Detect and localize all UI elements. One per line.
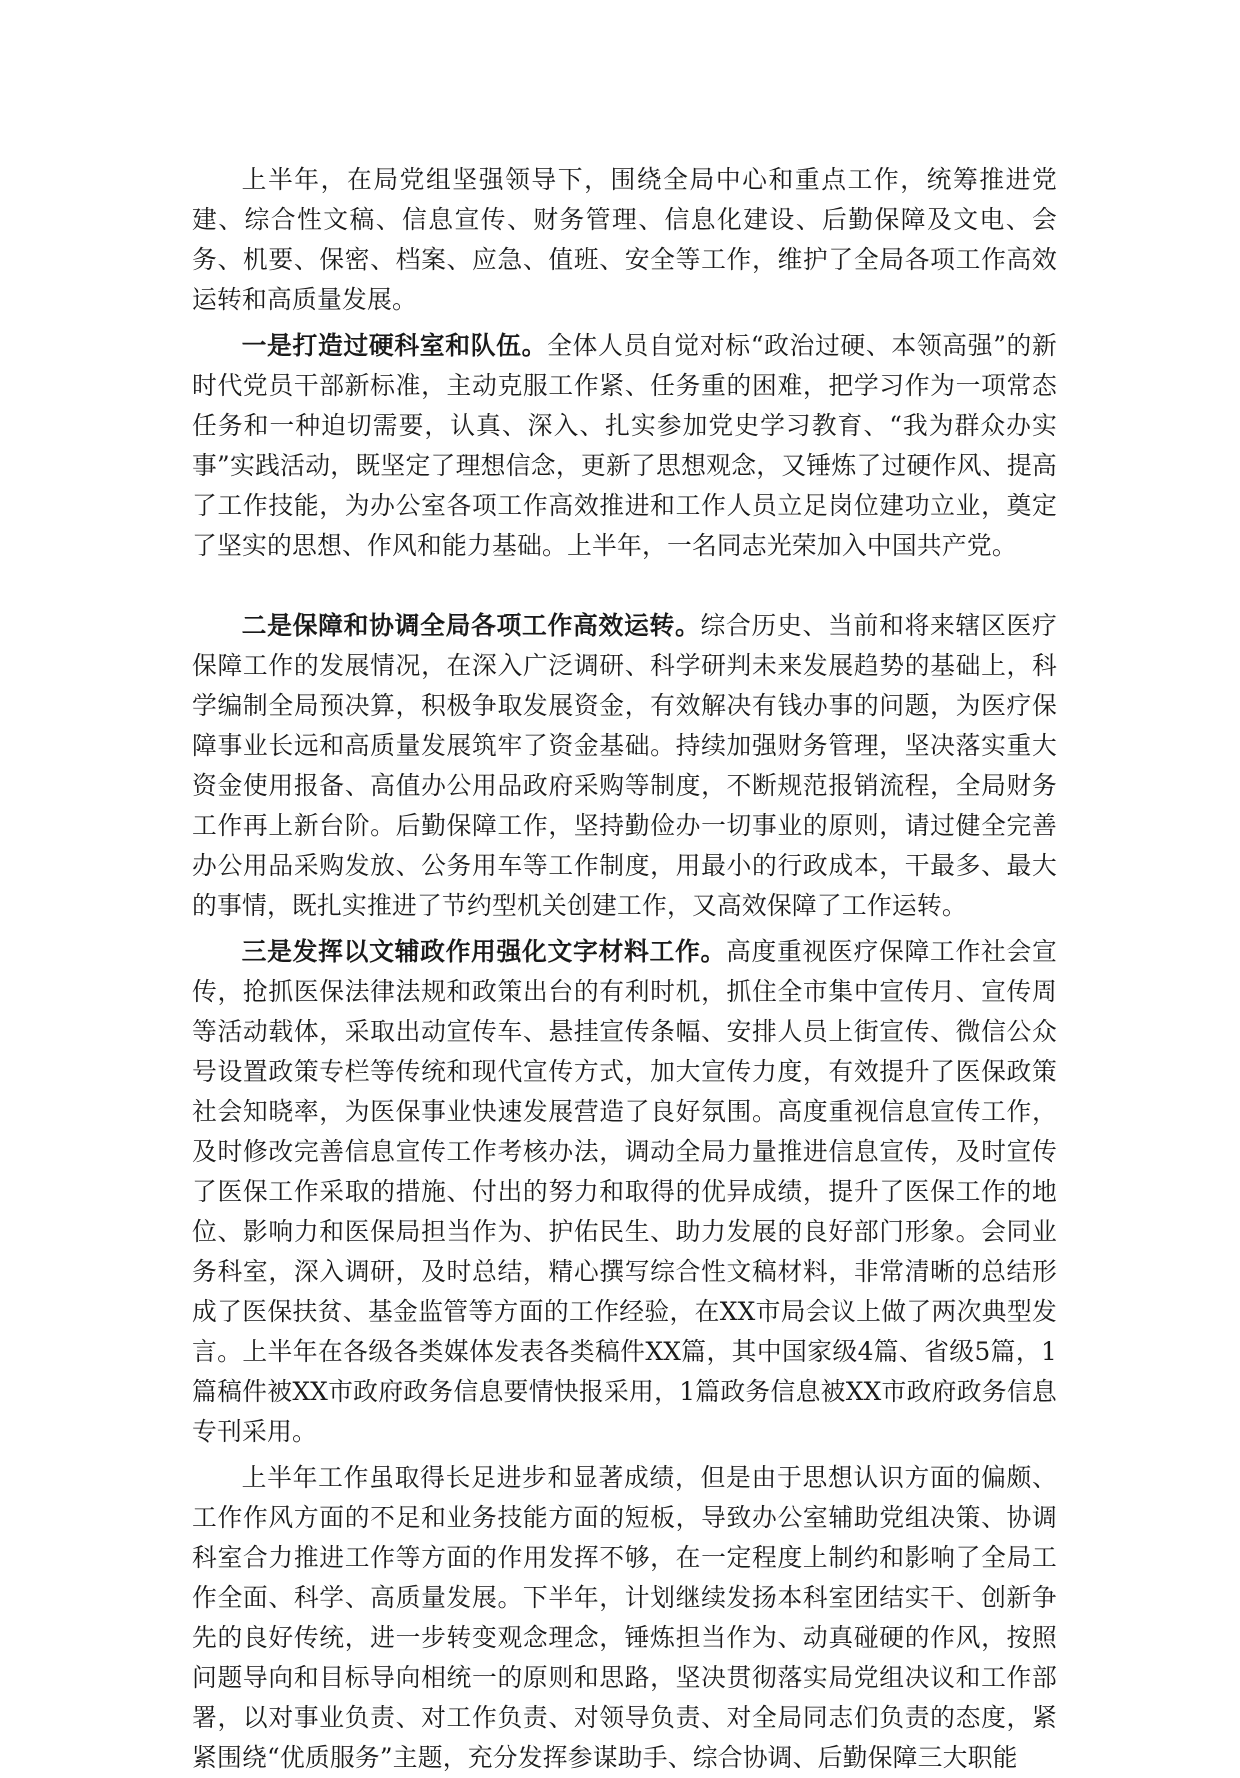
paragraph-team-building bbox=[192, 326, 1057, 566]
paragraph-text: 综合历史、当前和将来辖区医疗保障工作的发展情况，在深入广泛调研、科学研判未来发展趋势的基础上，科学编制全局预决算，积极争取发展资金，有效解决有钱办事的问题，为医疗保障事业长远和高质量发展筑牢了资金基础。持续加强财务管理，坚决落实重大资金使用报备、高值办公用品政府采购等制度，不断规范报销流程，全局财务工作再上新台阶。后勤保障工作，坚持勤俭办一切事业的原则，请过健全完善办公用品采购发放、公务用车等工作制度，用最小的行政成本，干最多、最大的事情，既扎实推进了节约型机关创建工作，又高效保障了工作运转。 bbox=[192, 611, 1057, 920]
paragraph-text: 上半年工作虽取得长足进步和显著成绩，但是由于思想认识方面的偏颇、工作作风方面的不足和业务技能方面的短板，导致办公室辅助党组决策、协调科室合力推进工作等方面的作用发挥不够，在一定程度上制约和影响了全局工作全面、科学、高质量发展。下半年，计划继续发扬本科室团结实干、创新争先的良好传统，进一步转变观念理念，锤炼担当作为、动真碰硬的作风，按照问题导向和目标导向相统一的原则和思路，坚决贯彻落实局党组决议和工作部署，以对事业负责、对工作负责、对领导负责、对全局同志们负责的态度，紧紧围绕“优质服务”主题，充分发挥参谋助手、综合协调、后勤保障三大职能 bbox=[192, 1463, 1057, 1772]
paragraph-intro bbox=[192, 160, 1057, 320]
document-page bbox=[192, 160, 1057, 1778]
paragraph-summary-plan bbox=[192, 1458, 1057, 1778]
paragraph-coordination bbox=[192, 606, 1057, 926]
paragraph-lead: 二是保障和协调全局各项工作高效运转。 bbox=[241, 611, 701, 640]
paragraph-text: 全体人员自觉对标“政治过硬、本领高强”的新时代党员干部新标准，主动克服工作紧、任务重的困难，把学习作为一项常态任务和一种迫切需要，认真、深入、扎实参加党史学习教育、“我为群众办实事”实践活动，既坚定了理想信念，更新了思想观念，又锤炼了过硬作风、提高了工作技能，为办公室各项工作高效推进和工作人员立足岗位建功立业，奠定了坚实的思想、作风和能力基础。上半年，一名同志光荣加入中国共产党。 bbox=[192, 331, 1057, 560]
paragraph-writing-work bbox=[192, 932, 1057, 1452]
paragraph-text: 高度重视医疗保障工作社会宣传，抢抓医保法律法规和政策出台的有利时机，抓住全市集中宣传月、宣传周等活动载体，采取出动宣传车、悬挂宣传条幅、安排人员上街宣传、微信公众号设置政策专栏等传统和现代宣传方式，加大宣传力度，有效提升了医保政策社会知晓率，为医保事业快速发展营造了良好氛围。高度重视信息宣传工作，及时修改完善信息宣传工作考核办法，调动全局力量推进信息宣传，及时宣传了医保工作采取的措施、付出的努力和取得的优异成绩，提升了医保工作的地位、影响力和医保局担当作为、护佑民生、助力发展的良好部门形象。会同业务科室，深入调研，及时总结，精心撰写综合性文稿材料，非常清晰的总结形成了医保扶贫、基金监管等方面的工作经验，在XX市局会议上做了两次典型发言。上半年在各级各类媒体发表各类稿件XX篇，其中国家级4篇、省级5篇，1篇稿件被XX市政府政务信息要情快报采用，1篇政务信息被XX市政府政务信息专刊采用。 bbox=[192, 937, 1057, 1446]
paragraph-lead: 一是打造过硬科室和队伍。 bbox=[241, 331, 548, 360]
paragraph-lead: 三是发挥以文辅政作用强化文字材料工作。 bbox=[241, 937, 727, 966]
paragraph-text: 上半年，在局党组坚强领导下，围绕全局中心和重点工作，统筹推进党建、综合性文稿、信息宣传、财务管理、信息化建设、后勤保障及文电、会务、机要、保密、档案、应急、值班、安全等工作，维护了全局各项工作高效运转和高质量发展。 bbox=[192, 165, 1057, 314]
